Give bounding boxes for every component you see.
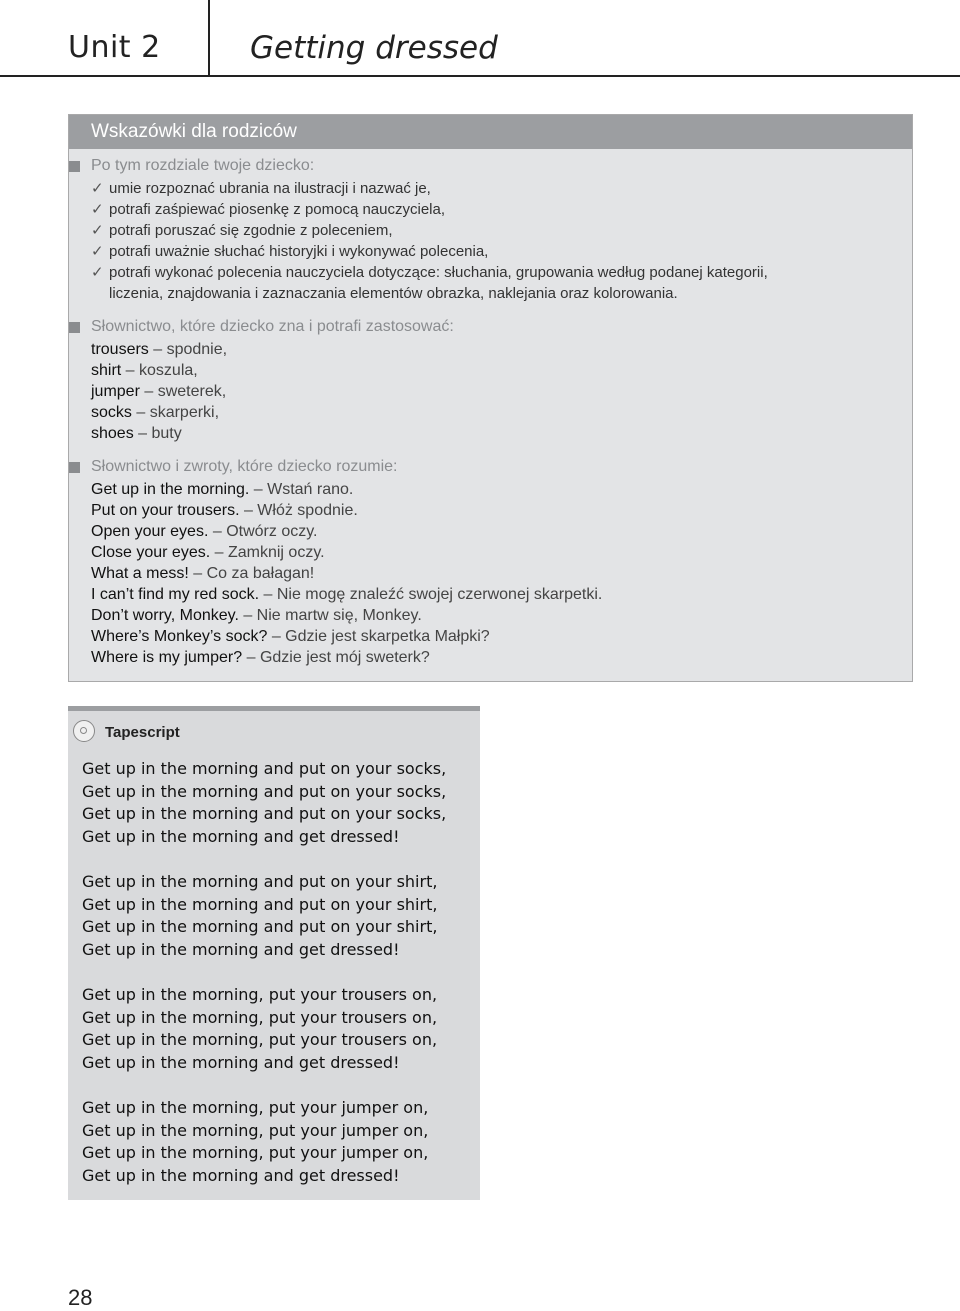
header-underline-right bbox=[210, 75, 960, 77]
song-line: Get up in the morning, put your trousers on, bbox=[82, 1030, 438, 1050]
phrase-item: I can’t find my red sock. – Nie mogę znaleźć swojej czerwonej skarpetki. bbox=[91, 586, 603, 603]
song-verse bbox=[82, 984, 437, 1074]
page-header bbox=[0, 0, 960, 80]
check-icon: ✓ bbox=[91, 222, 104, 239]
vocab-item: socks – skarperki, bbox=[91, 404, 220, 421]
song-line: Get up in the morning and get dressed! bbox=[82, 1165, 400, 1185]
phrase-item: Don’t worry, Monkey. – Nie martw się, Monkey. bbox=[91, 607, 422, 624]
cd-icon bbox=[73, 720, 95, 742]
song-verse bbox=[82, 1097, 428, 1187]
song-line: Get up in the morning, put your jumper on, bbox=[82, 1120, 429, 1140]
passive-vocab-heading: Słownictwo i zwroty, które dziecko rozumie: bbox=[91, 458, 398, 475]
tapescript-title: Tapescript bbox=[105, 724, 180, 741]
section-bullet bbox=[69, 161, 80, 172]
skill-item: ✓ potrafi wykonać polecenia nauczyciela dotyczące: słuchania, grupowania według podanej kategorii, liczenia, znajdowania i zaznaczania elementów obrazka, naklejania oraz kolorowania. bbox=[91, 264, 768, 302]
skill-item: ✓ potrafi uważnie słuchać historyjki i wykonywać polecenia, bbox=[91, 243, 489, 260]
header-divider bbox=[208, 0, 210, 77]
song-line: Get up in the morning and get dressed! bbox=[82, 826, 400, 846]
phrase-item: Where is my jumper? – Gdzie jest mój sweterk? bbox=[91, 649, 430, 666]
vocab-item: shoes – buty bbox=[91, 425, 182, 442]
passive-vocab-list bbox=[91, 479, 602, 668]
check-icon: ✓ bbox=[91, 264, 104, 281]
song-line: Get up in the morning and get dressed! bbox=[82, 939, 400, 959]
song-line: Get up in the morning, put your trousers on, bbox=[82, 1007, 438, 1027]
check-icon: ✓ bbox=[91, 201, 104, 218]
parents-guidance-box bbox=[68, 114, 913, 682]
song-line: Get up in the morning and put on your socks, bbox=[82, 804, 447, 824]
skills-heading: Po tym rozdziale twoje dziecko: bbox=[91, 157, 315, 174]
skill-item-continuation: liczenia, znajdowania i zaznaczania elementów obrazka, naklejania oraz kolorowania. bbox=[109, 285, 678, 302]
vocab-item: trousers – spodnie, bbox=[91, 341, 228, 358]
header-underline-left bbox=[0, 75, 210, 77]
unit-title: Getting dressed bbox=[250, 30, 498, 66]
unit-label: Unit 2 bbox=[68, 30, 161, 65]
song-line: Get up in the morning and put on your shirt, bbox=[82, 894, 438, 914]
song-line: Get up in the morning and put on your shirt, bbox=[82, 917, 438, 937]
song-line: Get up in the morning and put on your socks, bbox=[82, 759, 447, 778]
parents-guidance-title: Wskazówki dla rodziców bbox=[69, 115, 912, 149]
page-number: 28 bbox=[68, 1285, 93, 1310]
phrase-item: Get up in the morning. – Wstań rano. bbox=[91, 481, 354, 498]
song-line: Get up in the morning, put your jumper on, bbox=[82, 1098, 429, 1117]
phrase-item: Put on your trousers. – Włóż spodnie. bbox=[91, 502, 358, 519]
active-vocab-list bbox=[91, 339, 227, 444]
song-verse bbox=[82, 871, 437, 961]
song-line: Get up in the morning, put your jumper on, bbox=[82, 1143, 429, 1163]
skill-item: ✓ umie rozpoznać ubrania na ilustracji i nazwać je, bbox=[91, 180, 431, 197]
tapescript-header bbox=[68, 711, 480, 751]
skills-list bbox=[91, 178, 768, 304]
song-line: Get up in the morning, put your trousers on, bbox=[82, 985, 438, 1004]
check-icon: ✓ bbox=[91, 243, 104, 260]
phrase-item: Open your eyes. – Otwórz oczy. bbox=[91, 523, 318, 540]
song-line: Get up in the morning and put on your shirt, bbox=[82, 872, 438, 891]
tapescript-box bbox=[68, 706, 480, 1200]
section-bullet bbox=[69, 462, 80, 473]
song-verse bbox=[82, 758, 446, 848]
section-bullet bbox=[69, 322, 80, 333]
skill-item: ✓ potrafi poruszać się zgodnie z poleceniem, bbox=[91, 222, 393, 239]
song-line: Get up in the morning and get dressed! bbox=[82, 1052, 400, 1072]
skill-item: ✓ potrafi zaśpiewać piosenkę z pomocą nauczyciela, bbox=[91, 201, 446, 218]
check-icon: ✓ bbox=[91, 180, 104, 197]
vocab-item: shirt – koszula, bbox=[91, 362, 198, 379]
phrase-item: Close your eyes. – Zamknij oczy. bbox=[91, 544, 325, 561]
vocab-item: jumper – sweterek, bbox=[91, 383, 227, 400]
phrase-item: What a mess! – Co za bałagan! bbox=[91, 565, 315, 582]
phrase-item: Where’s Monkey’s sock? – Gdzie jest skarpetka Małpki? bbox=[91, 628, 490, 645]
active-vocab-heading: Słownictwo, które dziecko zna i potrafi zastosować: bbox=[91, 318, 454, 335]
song-line: Get up in the morning and put on your socks, bbox=[82, 781, 447, 801]
